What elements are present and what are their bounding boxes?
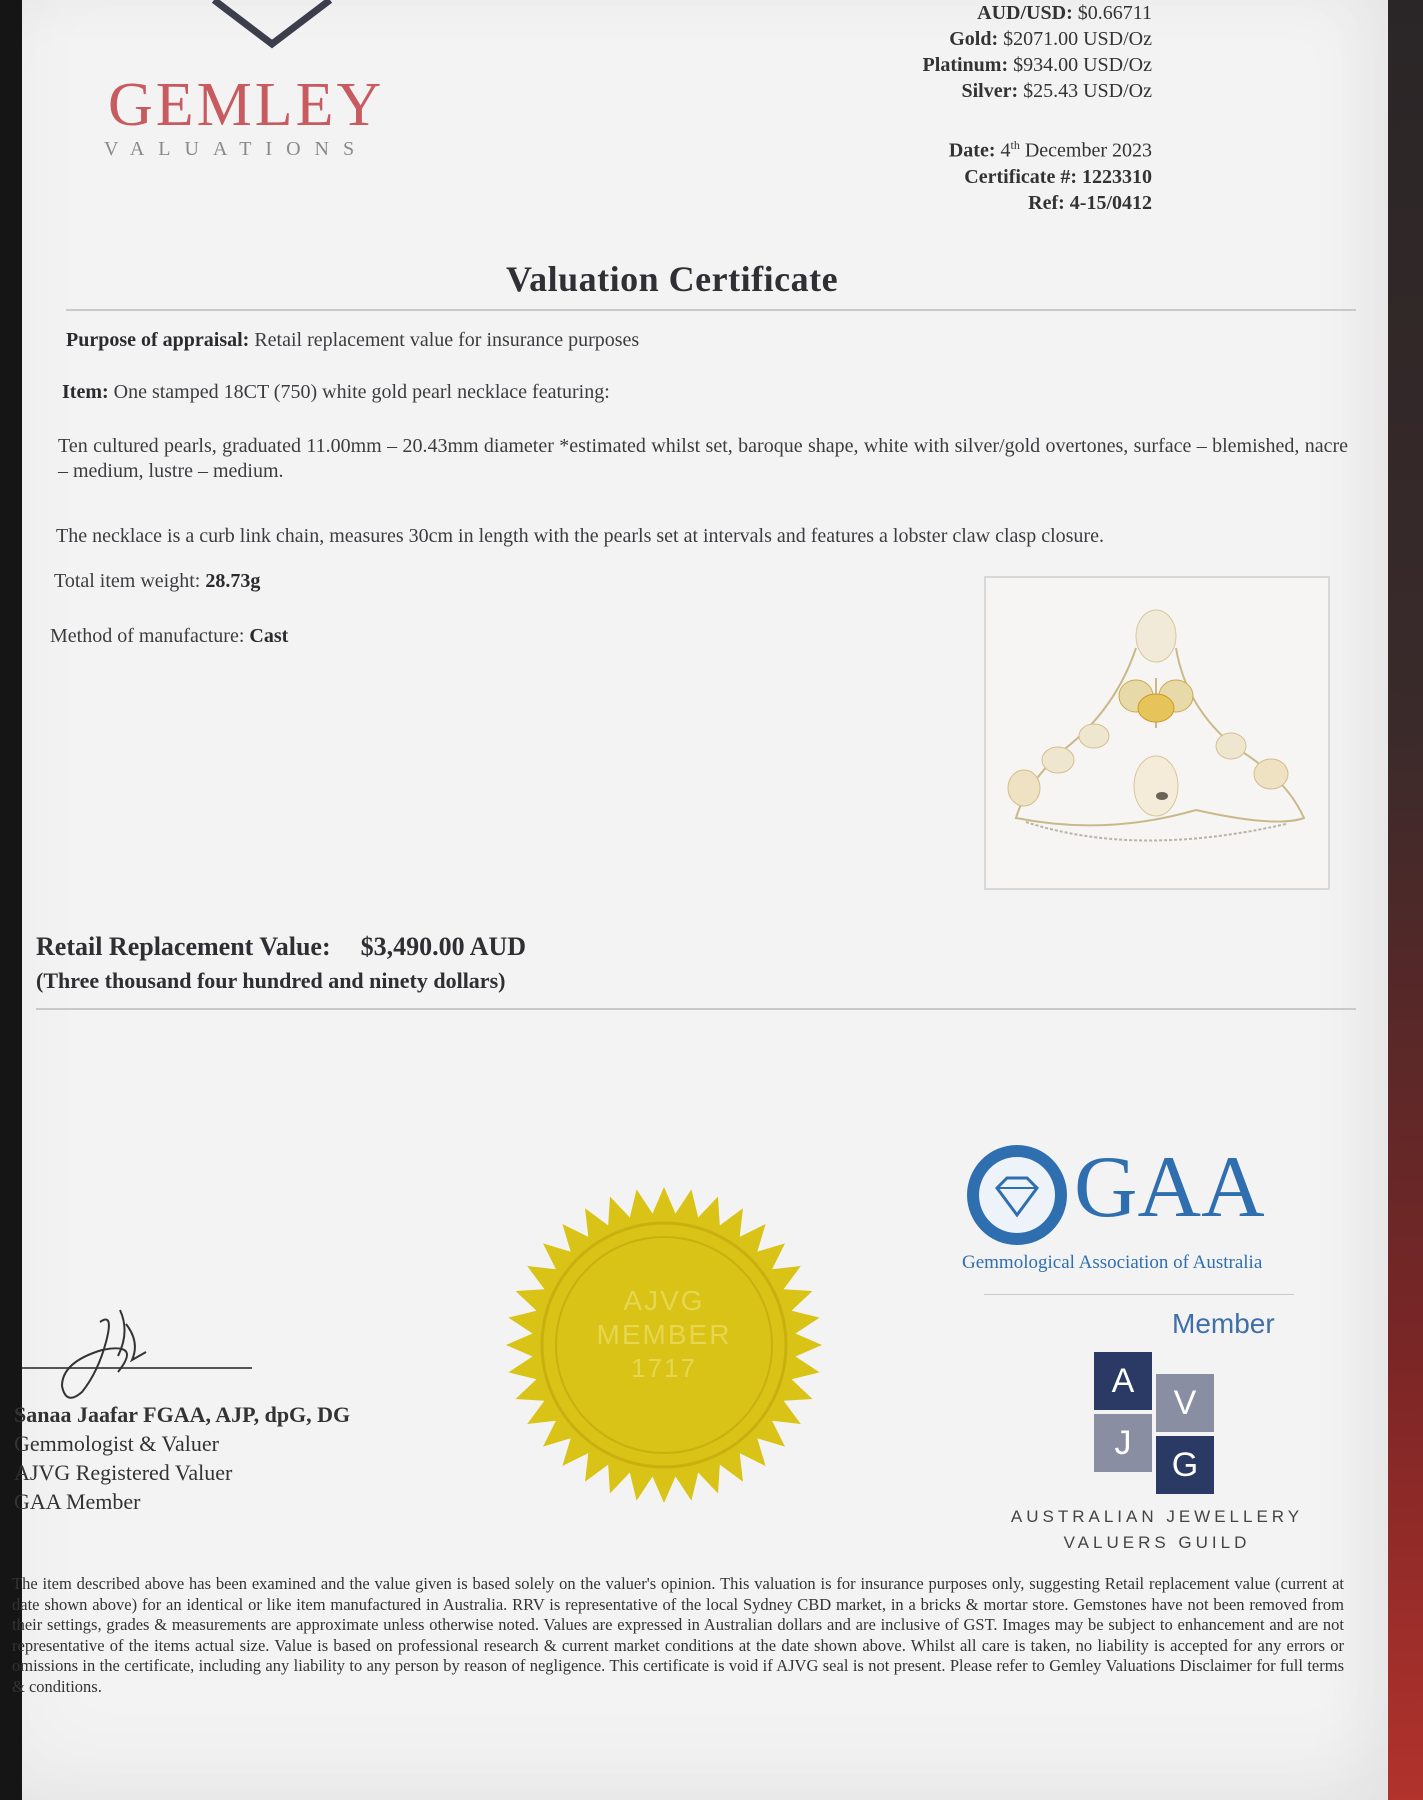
value-divider	[36, 1008, 1356, 1010]
rate-platinum: Platinum: $934.00 USD/Oz	[922, 54, 1152, 76]
gaa-name: GAA	[1074, 1139, 1265, 1236]
manufacture-method: Method of manufacture: Cast	[50, 625, 289, 647]
valuer-signature	[22, 1302, 262, 1406]
gaa-logo	[962, 1140, 1322, 1290]
rate-gold: Gold: $2071.00 USD/Oz	[949, 28, 1152, 50]
ajvg-tile-j: J	[1094, 1414, 1152, 1472]
seal-line-3: 1717	[631, 1353, 697, 1383]
gaa-divider	[984, 1294, 1294, 1295]
gaa-emblem-icon	[962, 1140, 1072, 1250]
member-label: Member	[1172, 1308, 1275, 1339]
disclaimer: The item described above has been examined and the value given is based solely on the valuer's opinion. This valuation is for insurance purposes only, suggesting Retail replacement value (current at date shown above) for an identical or like item manufactured in Australia. RRV is representative of the local Sydney CBD market, in a bricks & mortar store. Gemstones have not been removed from their settings, grades & measurements are approximate unless otherwise noted. Values are expressed in Australian dollars and are inclusive of GST. Images may be subject to enhancement and are not representative of the items actual size. Value is based on professional research & current market conditions at the date shown above. Whilst all care is taken, no liability is accepted for any errors or omissions in the certificate, including any liability to any person by reason of negligence. This certificate is void if AJVG seal is not present. Please refer to Gemley Valuations Disclaimer for full terms & conditions.	[12, 1574, 1344, 1696]
page-title: Valuation Certificate	[505, 259, 839, 299]
background-right-band	[1383, 0, 1423, 1800]
total-weight: Total item weight: 28.73g	[54, 570, 261, 592]
item-line: Item: One stamped 18CT (750) white gold pearl necklace featuring:	[62, 381, 610, 403]
seal-line-2: MEMBER	[596, 1319, 732, 1350]
pearls-description: Ten cultured pearls, graduated 11.00mm – 20.43mm diameter *estimated whilst set, baroque shape, white with silver/gold overtones, surface – blemished, nacre – medium, lustre – medium.	[58, 435, 1348, 482]
brand-subtitle: VALUATIONS	[104, 138, 369, 160]
certificate-meta	[949, 132, 1152, 216]
certificate-number: Certificate #: 1223310	[964, 165, 1152, 188]
seal-line-1: AJVG	[623, 1285, 705, 1316]
purpose-line: Purpose of appraisal: Retail replacement value for insurance purposes	[66, 329, 640, 351]
title-divider	[66, 309, 1356, 311]
ajvg-tile-v: V	[1156, 1374, 1214, 1432]
rrv-in-words: (Three thousand four hundred and ninety dollars)	[36, 968, 506, 993]
ajvg-logo	[1094, 1352, 1218, 1500]
ajvg-tile-a: A	[1094, 1352, 1152, 1410]
brand-name: GEMLEY	[108, 71, 385, 139]
chain-description: The necklace is a curb link chain, measures 30cm in length with the pearls set at intervals and features a lobster claw clasp closure.	[56, 525, 1104, 547]
signer-registration: AJVG Registered Valuer	[14, 1460, 233, 1485]
ajvg-name: AUSTRALIAN JEWELLERY VALUERS GUILD	[1010, 1507, 1304, 1552]
retail-replacement-value: Retail Replacement Value: $3,490.00 AUD	[36, 932, 527, 961]
signer-membership: GAA Member	[14, 1489, 141, 1514]
ajvg-member-seal	[504, 1185, 824, 1505]
signer-block	[14, 1400, 350, 1516]
rate-aud-usd: AUD/USD: $0.66711	[977, 2, 1152, 24]
signer-role: Gemmologist & Valuer	[14, 1431, 219, 1456]
rrv-amount: $3,490.00 AUD	[360, 932, 527, 961]
rate-silver: Silver: $25.43 USD/Oz	[961, 80, 1152, 102]
necklace-photo	[984, 576, 1330, 890]
date: Date: 4th December 2023	[948, 138, 1152, 162]
ajvg-tile-g: G	[1156, 1436, 1214, 1494]
certificate-page	[12, 0, 1388, 1800]
gaa-full-name: Gemmological Association of Australia	[962, 1252, 1263, 1273]
reference: Ref: 4-15/0412	[1028, 191, 1152, 214]
signer-name: Sanaa Jaafar FGAA, AJP, dpG, DG	[14, 1402, 351, 1427]
metal-rates	[923, 0, 1152, 104]
gemley-diamond-icon	[192, 0, 352, 50]
